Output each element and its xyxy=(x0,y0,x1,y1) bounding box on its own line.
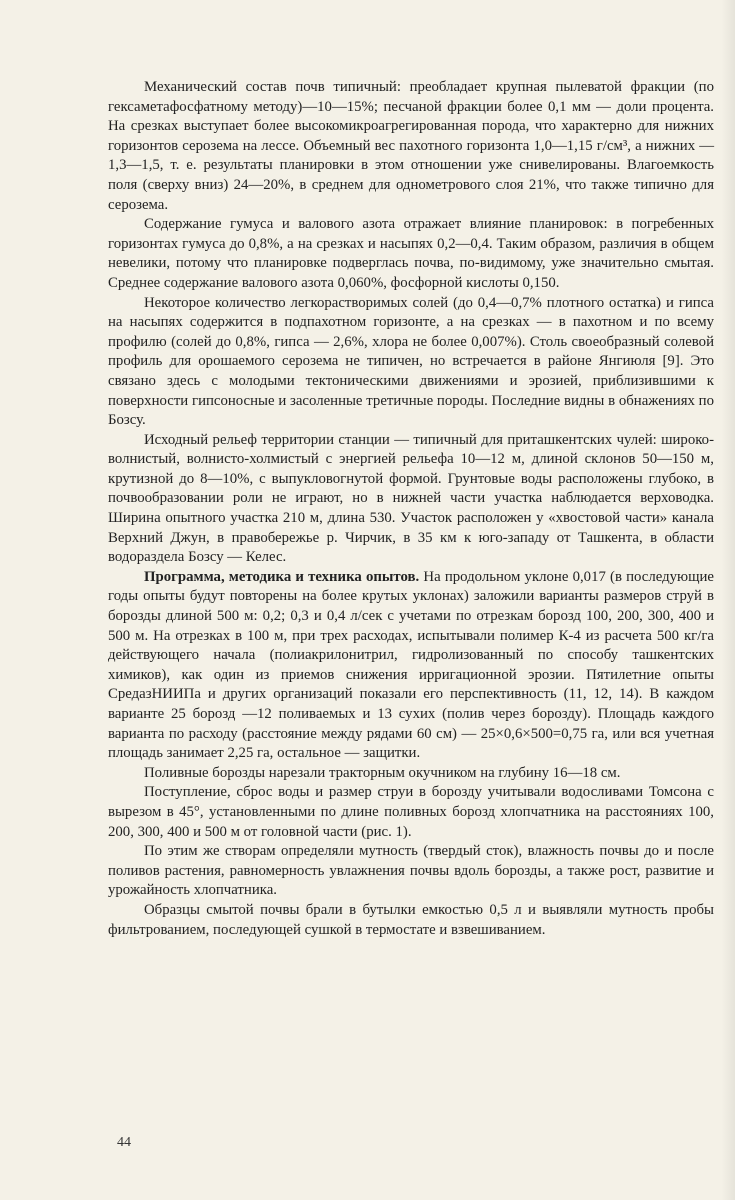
paragraph-furrows: Поливные борозды нарезали тракторным окучником на глубину 16—18 см. xyxy=(144,764,621,781)
paragraph-humus-nitrogen: Содержание гумуса и валового азота отражает влияние планировок: в погребенных горизонтах гумуса до 0,8%, а на срезках и насыпях 0,2—0,4. Таким образом, различия в общем невелики, потому что планировке подверглась почва, по-видимому, уже значительно смытая. Среднее содержание валового азота 0,060%, фосфорной кислоты 0,150. xyxy=(108,216,714,291)
paragraph-samples: Образцы смытой почвы брали в бутылки емкостью 0,5 л и выявляли мутность пробы фильтрованием, последующей сушкой в термостате и взвешиванием. xyxy=(108,901,714,938)
page-number: 44 xyxy=(117,1135,131,1150)
paragraph-program-text: На продольном уклоне 0,017 (в последующие годы опыты будут повторены на более крутых уклонах) заложили варианты размеров струй в борозды длиной 500 м: 0,2; 0,3 и 0,4 л/сек с учетами по отрезкам борозд 100, 200, 300, 400 и 500 м. На отрезках в 100 м, при трех расходах, испытывали полимер К-4 из расчета 500 кг/га действующего начала (полиакрилонитрил, гидролизованный по способу ташкентских химиков), как один из приемов снижения ирригационной эрозии. Пятилетние опыты СредазНИИПа и других организаций показали его перспективность (11, 12, 14). В каждом варианте 25 борозд —12 поливаемых и 13 сухих (полив через борозду). Площадь каждого варианта по расходу (расстояние между рядами 60 см) — 25×0,6×500=0,75 га, или вся учетная площадь занимает 2,25 га, остальное — защитки. xyxy=(108,568,714,762)
paragraph-relief: Исходный рельеф территории станции — типичный для приташкентских чулей: широко-волнистый, волнисто-холмистый с энергией рельефа 10—12 м, длиной склонов 50—150 м, крутизной до 8—10%, с выпукловогнутой формой. Грунтовые воды расположены глубоко, в почвообразовании роли не играют, но в нижней части участка наблюдается верховодка. Ширина опытного участка 210 м, длина 530. Участок расположен у «хвостовой части» канала Верхний Джун, в правобережье р. Чирчик, в 35 км к юго-западу от Ташкента, в области водораздела Бозсу — Келес. xyxy=(108,431,714,566)
body-text xyxy=(108,78,714,940)
page-edge-shadow xyxy=(721,0,735,1200)
paragraph-turbidity: По этим же створам определяли мутность (твердый сток), влажность почвы до и после поливов растения, равномерность увлажнения почвы вдоль борозды, а также рост, развитие и урожайность хлопчатника. xyxy=(108,843,714,899)
section-heading-program: Программа, методика и техника опытов. xyxy=(144,568,420,585)
paragraph-soil-composition: Механический состав почв типичный: преобладает крупная пылеватой фракции (по гексаметафосфатному методу)—10—15%; песчаной фракции более 0,1 мм — доли процента. На срезках выступает более высокомикроагрегированная порода, что характерно для нижних горизонтов серозема на лессе. Объемный вес пахотного горизонта 1,0—1,15 г/см³, а нижних —1,3—1,5, т. е. результаты планировки в этом отношении уже снивелированы. Влагоемкость поля (сверху вниз) 24—20%, в среднем для однометрового слоя 21%, что также типично для серозема. xyxy=(108,79,714,213)
paragraph-program-methods xyxy=(108,568,714,764)
paragraph-soluble-salts: Некоторое количество легкорастворимых солей (до 0,4—0,7% плотного остатка) и гипса на насыпях содержится в подпахотном горизонте, а на срезках — в пахотном и по всему профилю (солей до 0,8%, гипса — 2,6%, хлора не более 0,007%). Столь своеобразный солевой профиль для орошаемого серозема не типичен, но встречается в районе Янгиюля [9]. Это связано здесь с молодыми тектоническими движениями и эрозией, приблизившими к поверхности гипсоносные и засоленные третичные породы. Последние видны в обнажениях по Бозсу. xyxy=(108,294,714,429)
paragraph-water-inflow: Поступление, сброс воды и размер струи в борозду учитывали водосливами Томсона с вырезом в 45°, установленными по длине поливных борозд хлопчатника на расстояниях 100, 200, 300, 400 и 500 м от головной части (рис. 1). xyxy=(108,784,714,840)
